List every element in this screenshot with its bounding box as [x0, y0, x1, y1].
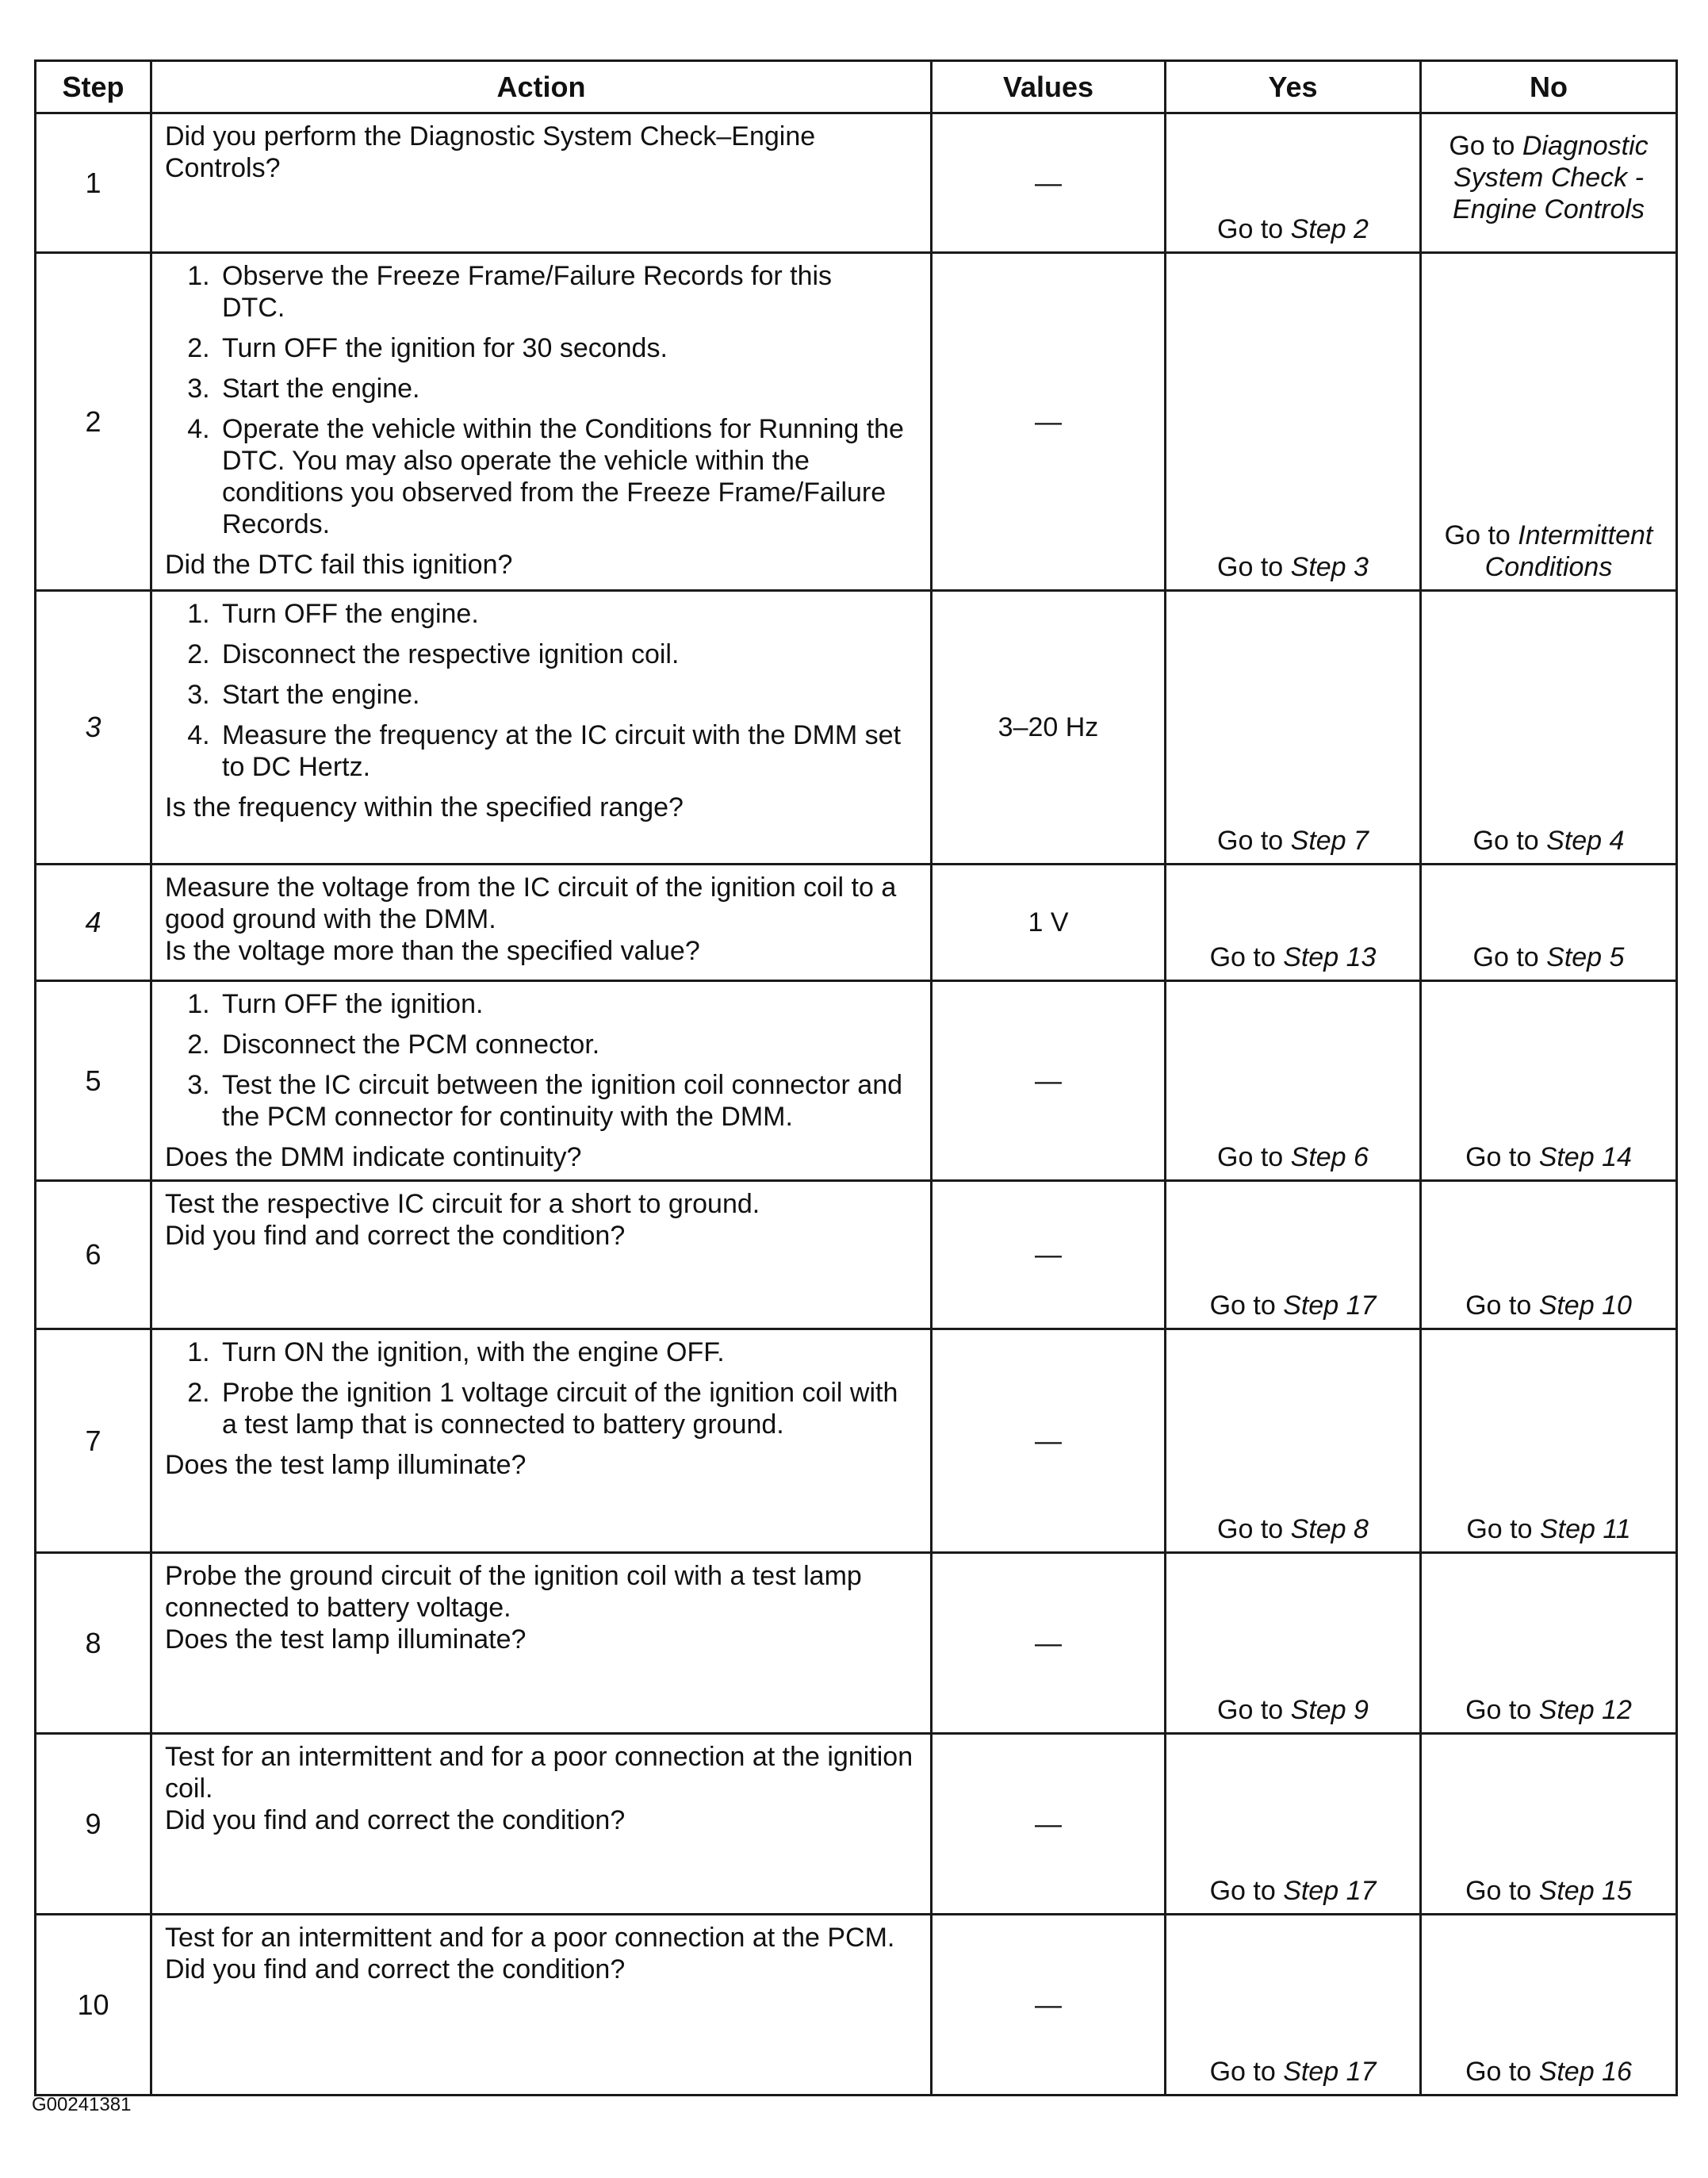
table-row	[36, 1553, 1677, 1734]
yes-link: Step 3	[1290, 552, 1369, 582]
table-row	[36, 981, 1677, 1181]
yes-cell: Go to Step 17	[1166, 1181, 1421, 1329]
action-question: Does the test lamp illuminate?	[165, 1624, 527, 1655]
no-cell: Go to Step 4	[1421, 591, 1677, 865]
action-question: Does the test lamp illuminate?	[165, 1450, 527, 1480]
action-step-item: 1. Observe the Freeze Frame/Failure Records for this DTC.	[217, 260, 919, 324]
value-cell: —	[932, 1915, 1166, 2096]
yes-link: Step 17	[1283, 2057, 1377, 2087]
no-cell: Go to Step 10	[1421, 1181, 1677, 1329]
action-cell	[151, 865, 932, 981]
no-link: Step 10	[1538, 1290, 1632, 1321]
yes-cell: Go to Step 8	[1166, 1329, 1421, 1553]
value-cell: —	[932, 1734, 1166, 1915]
no-link: Step 4	[1546, 826, 1625, 856]
action-step-item: 2. Disconnect the respective ignition coil.	[217, 638, 919, 670]
yes-cell: Go to Step 9	[1166, 1553, 1421, 1734]
step-number: 10	[36, 1915, 151, 2096]
no-link: Step 11	[1539, 1514, 1631, 1544]
step-number: 8	[36, 1553, 151, 1734]
table-row	[36, 865, 1677, 981]
step-number: 1	[36, 113, 151, 253]
action-step-item: 2. Probe the ignition 1 voltage circuit of the ignition coil with a test lamp that is connected to battery ground.	[217, 1377, 919, 1440]
action-text: Test for an intermittent and for a poor connection at the ignition coil.	[165, 1742, 913, 1804]
action-cell	[151, 591, 932, 865]
action-cell	[151, 1553, 932, 1734]
value-cell: —	[932, 1553, 1166, 1734]
action-step-item: 1. Turn OFF the ignition.	[217, 988, 919, 1020]
action-step-item: 2. Turn OFF the ignition for 30 seconds.	[217, 332, 919, 364]
value-cell: —	[932, 1329, 1166, 1553]
action-question: Does the DMM indicate continuity?	[165, 1142, 582, 1172]
action-text: Measure the voltage from the IC circuit of the ignition coil to a good ground with the DMM.	[165, 872, 897, 934]
yes-cell: Go to Step 7	[1166, 591, 1421, 865]
no-link: Step 16	[1538, 2057, 1632, 2087]
action-question: Did the DTC fail this ignition?	[165, 550, 513, 580]
header-values: Values	[932, 61, 1166, 113]
no-link: Diagnostic System Check - Engine Controls	[1453, 131, 1649, 224]
action-cell	[151, 1734, 932, 1915]
step-number: 4	[36, 865, 151, 981]
no-link: Step 15	[1538, 1876, 1632, 1906]
header-action: Action	[151, 61, 932, 113]
no-cell: Go to Step 14	[1421, 981, 1677, 1181]
table-row	[36, 1734, 1677, 1915]
action-step-item: 3. Start the engine.	[217, 679, 919, 711]
action-question: Did you find and correct the condition?	[165, 1221, 626, 1251]
action-cell	[151, 1329, 932, 1553]
action-question: Is the frequency within the specified range?	[165, 792, 684, 823]
action-cell	[151, 253, 932, 591]
action-step-item: 4. Measure the frequency at the IC circuit with the DMM set to DC Hertz.	[217, 719, 919, 783]
action-question: Is the voltage more than the specified value?	[165, 936, 700, 966]
step-number: 7	[36, 1329, 151, 1553]
action-text: Test the respective IC circuit for a short to ground.	[165, 1189, 760, 1219]
header-row	[36, 61, 1677, 113]
action-steps	[165, 598, 919, 792]
yes-cell: Go to Step 6	[1166, 981, 1421, 1181]
no-cell: Go to Step 16	[1421, 1915, 1677, 2096]
table-row	[36, 1915, 1677, 2096]
no-cell: Go to Intermittent Conditions	[1421, 253, 1677, 591]
yes-link: Step 9	[1290, 1695, 1369, 1725]
action-step-item: 1. Turn OFF the engine.	[217, 598, 919, 630]
action-step-item: 3. Test the IC circuit between the ignition coil connector and the PCM connector for continuity with the DMM.	[217, 1069, 919, 1133]
header-yes: Yes	[1166, 61, 1421, 113]
action-cell	[151, 1181, 932, 1329]
no-link: Intermittent Conditions	[1484, 520, 1653, 582]
no-cell: Go to Step 11	[1421, 1329, 1677, 1553]
action-question: Did you find and correct the condition?	[165, 1805, 626, 1835]
yes-link: Step 2	[1290, 214, 1369, 244]
yes-cell: Go to Step 2	[1166, 113, 1421, 253]
action-step-item: 2. Disconnect the PCM connector.	[217, 1029, 919, 1060]
no-link: Step 14	[1538, 1142, 1632, 1172]
value-cell: 3–20 Hz	[932, 591, 1166, 865]
action-step-item: 4. Operate the vehicle within the Conditions for Running the DTC. You may also operate the vehicle within the conditions you observed from the Freeze Frame/Failure Records.	[217, 413, 919, 540]
step-number: 3	[36, 591, 151, 865]
action-cell	[151, 113, 932, 253]
table-row	[36, 113, 1677, 253]
no-cell: Go to Diagnostic System Check - Engine Controls	[1421, 113, 1677, 253]
action-cell	[151, 981, 932, 1181]
yes-link: Step 13	[1283, 942, 1377, 972]
figure-code: G00241381	[32, 2094, 132, 2115]
action-steps	[165, 1336, 919, 1449]
header-step: Step	[36, 61, 151, 113]
action-steps	[165, 988, 919, 1141]
yes-link: Step 6	[1290, 1142, 1369, 1172]
no-cell: Go to Step 12	[1421, 1553, 1677, 1734]
action-cell	[151, 1915, 932, 2096]
diagnostic-table	[34, 59, 1678, 2096]
no-cell: Go to Step 15	[1421, 1734, 1677, 1915]
value-cell: —	[932, 113, 1166, 253]
action-question: Did you find and correct the condition?	[165, 1954, 626, 1984]
yes-link: Step 8	[1290, 1514, 1369, 1544]
value-cell: —	[932, 253, 1166, 591]
yes-link: Step 17	[1283, 1290, 1377, 1321]
step-number: 9	[36, 1734, 151, 1915]
yes-link: Step 17	[1283, 1876, 1377, 1906]
action-step-item: 1. Turn ON the ignition, with the engine OFF.	[217, 1336, 919, 1368]
yes-cell: Go to Step 17	[1166, 1915, 1421, 2096]
no-cell: Go to Step 5	[1421, 865, 1677, 981]
no-link: Step 12	[1538, 1695, 1632, 1725]
yes-cell: Go to Step 17	[1166, 1734, 1421, 1915]
yes-link: Step 7	[1290, 826, 1369, 856]
table-row	[36, 591, 1677, 865]
yes-cell: Go to Step 3	[1166, 253, 1421, 591]
step-number: 6	[36, 1181, 151, 1329]
action-text: Test for an intermittent and for a poor connection at the PCM.	[165, 1923, 895, 1953]
step-number: 2	[36, 253, 151, 591]
table-row	[36, 1181, 1677, 1329]
header-no: No	[1421, 61, 1677, 113]
action-step-item: 3. Start the engine.	[217, 373, 919, 405]
table-row	[36, 1329, 1677, 1553]
action-text: Did you perform the Diagnostic System Check–Engine Controls?	[165, 121, 816, 183]
table-row	[36, 253, 1677, 591]
action-steps	[165, 260, 919, 549]
value-cell: —	[932, 981, 1166, 1181]
value-cell: —	[932, 1181, 1166, 1329]
no-link: Step 5	[1546, 942, 1625, 972]
action-text: Probe the ground circuit of the ignition coil with a test lamp connected to battery voltage.	[165, 1561, 862, 1623]
step-number: 5	[36, 981, 151, 1181]
value-cell: 1 V	[932, 865, 1166, 981]
yes-cell: Go to Step 13	[1166, 865, 1421, 981]
